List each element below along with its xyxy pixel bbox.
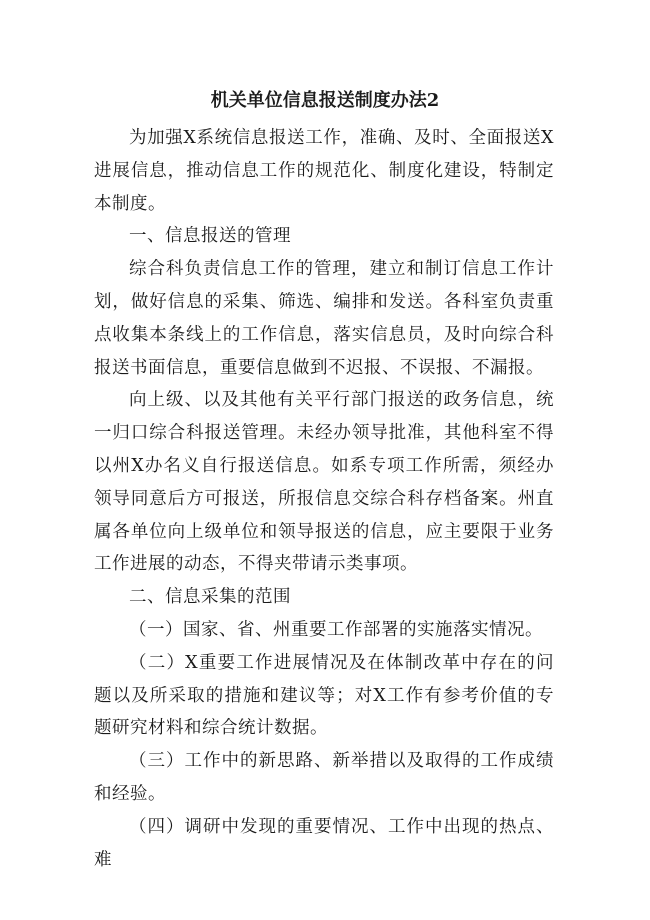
list-item: （四）调研中发现的重要情况、工作中出现的热点、难 bbox=[94, 816, 554, 870]
section-heading-2: 二、信息采集的范围 bbox=[129, 587, 291, 608]
document-title: 机关单位信息报送制度办法2 bbox=[210, 90, 440, 111]
list-item: （一）国家、省、州重要工作部署的实施落实情况。 bbox=[129, 619, 543, 640]
body-paragraph: 向上级、以及其他有关平行部门报送的政务信息，统一归口综合科报送管理。未经办领导批准，其他科室不得以州X办名义自行报送信息。如系专项工作所需，须经办领导同意后方可报送，所报信息交综合科存档备案。州直属各单位向上级单位和领导报送的信息，应主要限于业务工作进展的动态，不得夹带请示类事项。 bbox=[94, 390, 554, 575]
document-body bbox=[94, 122, 554, 876]
section-heading-1: 一、信息报送的管理 bbox=[129, 226, 291, 247]
list-item: （二）X重要工作进展情况及在体制改革中存在的问题以及所采取的措施和建议等；对X工作有参考价值的专题研究材料和综合统计数据。 bbox=[94, 652, 554, 739]
list-item: （三）工作中的新思路、新举措以及取得的工作成绩和经验。 bbox=[94, 751, 554, 804]
body-paragraph: 综合科负责信息工作的管理，建立和制订信息工作计划，做好信息的采集、筛选、编排和发送。各科室负责重点收集本条线上的工作信息，落实信息员，及时向综合科报送书面信息，重要信息做到不迟报、不误报、不漏报。 bbox=[94, 259, 554, 378]
intro-paragraph: 为加强X系统信息报送工作，准确、及时、全面报送X进展信息，推动信息工作的规范化、制度化建设，特制定本制度。 bbox=[94, 128, 554, 214]
